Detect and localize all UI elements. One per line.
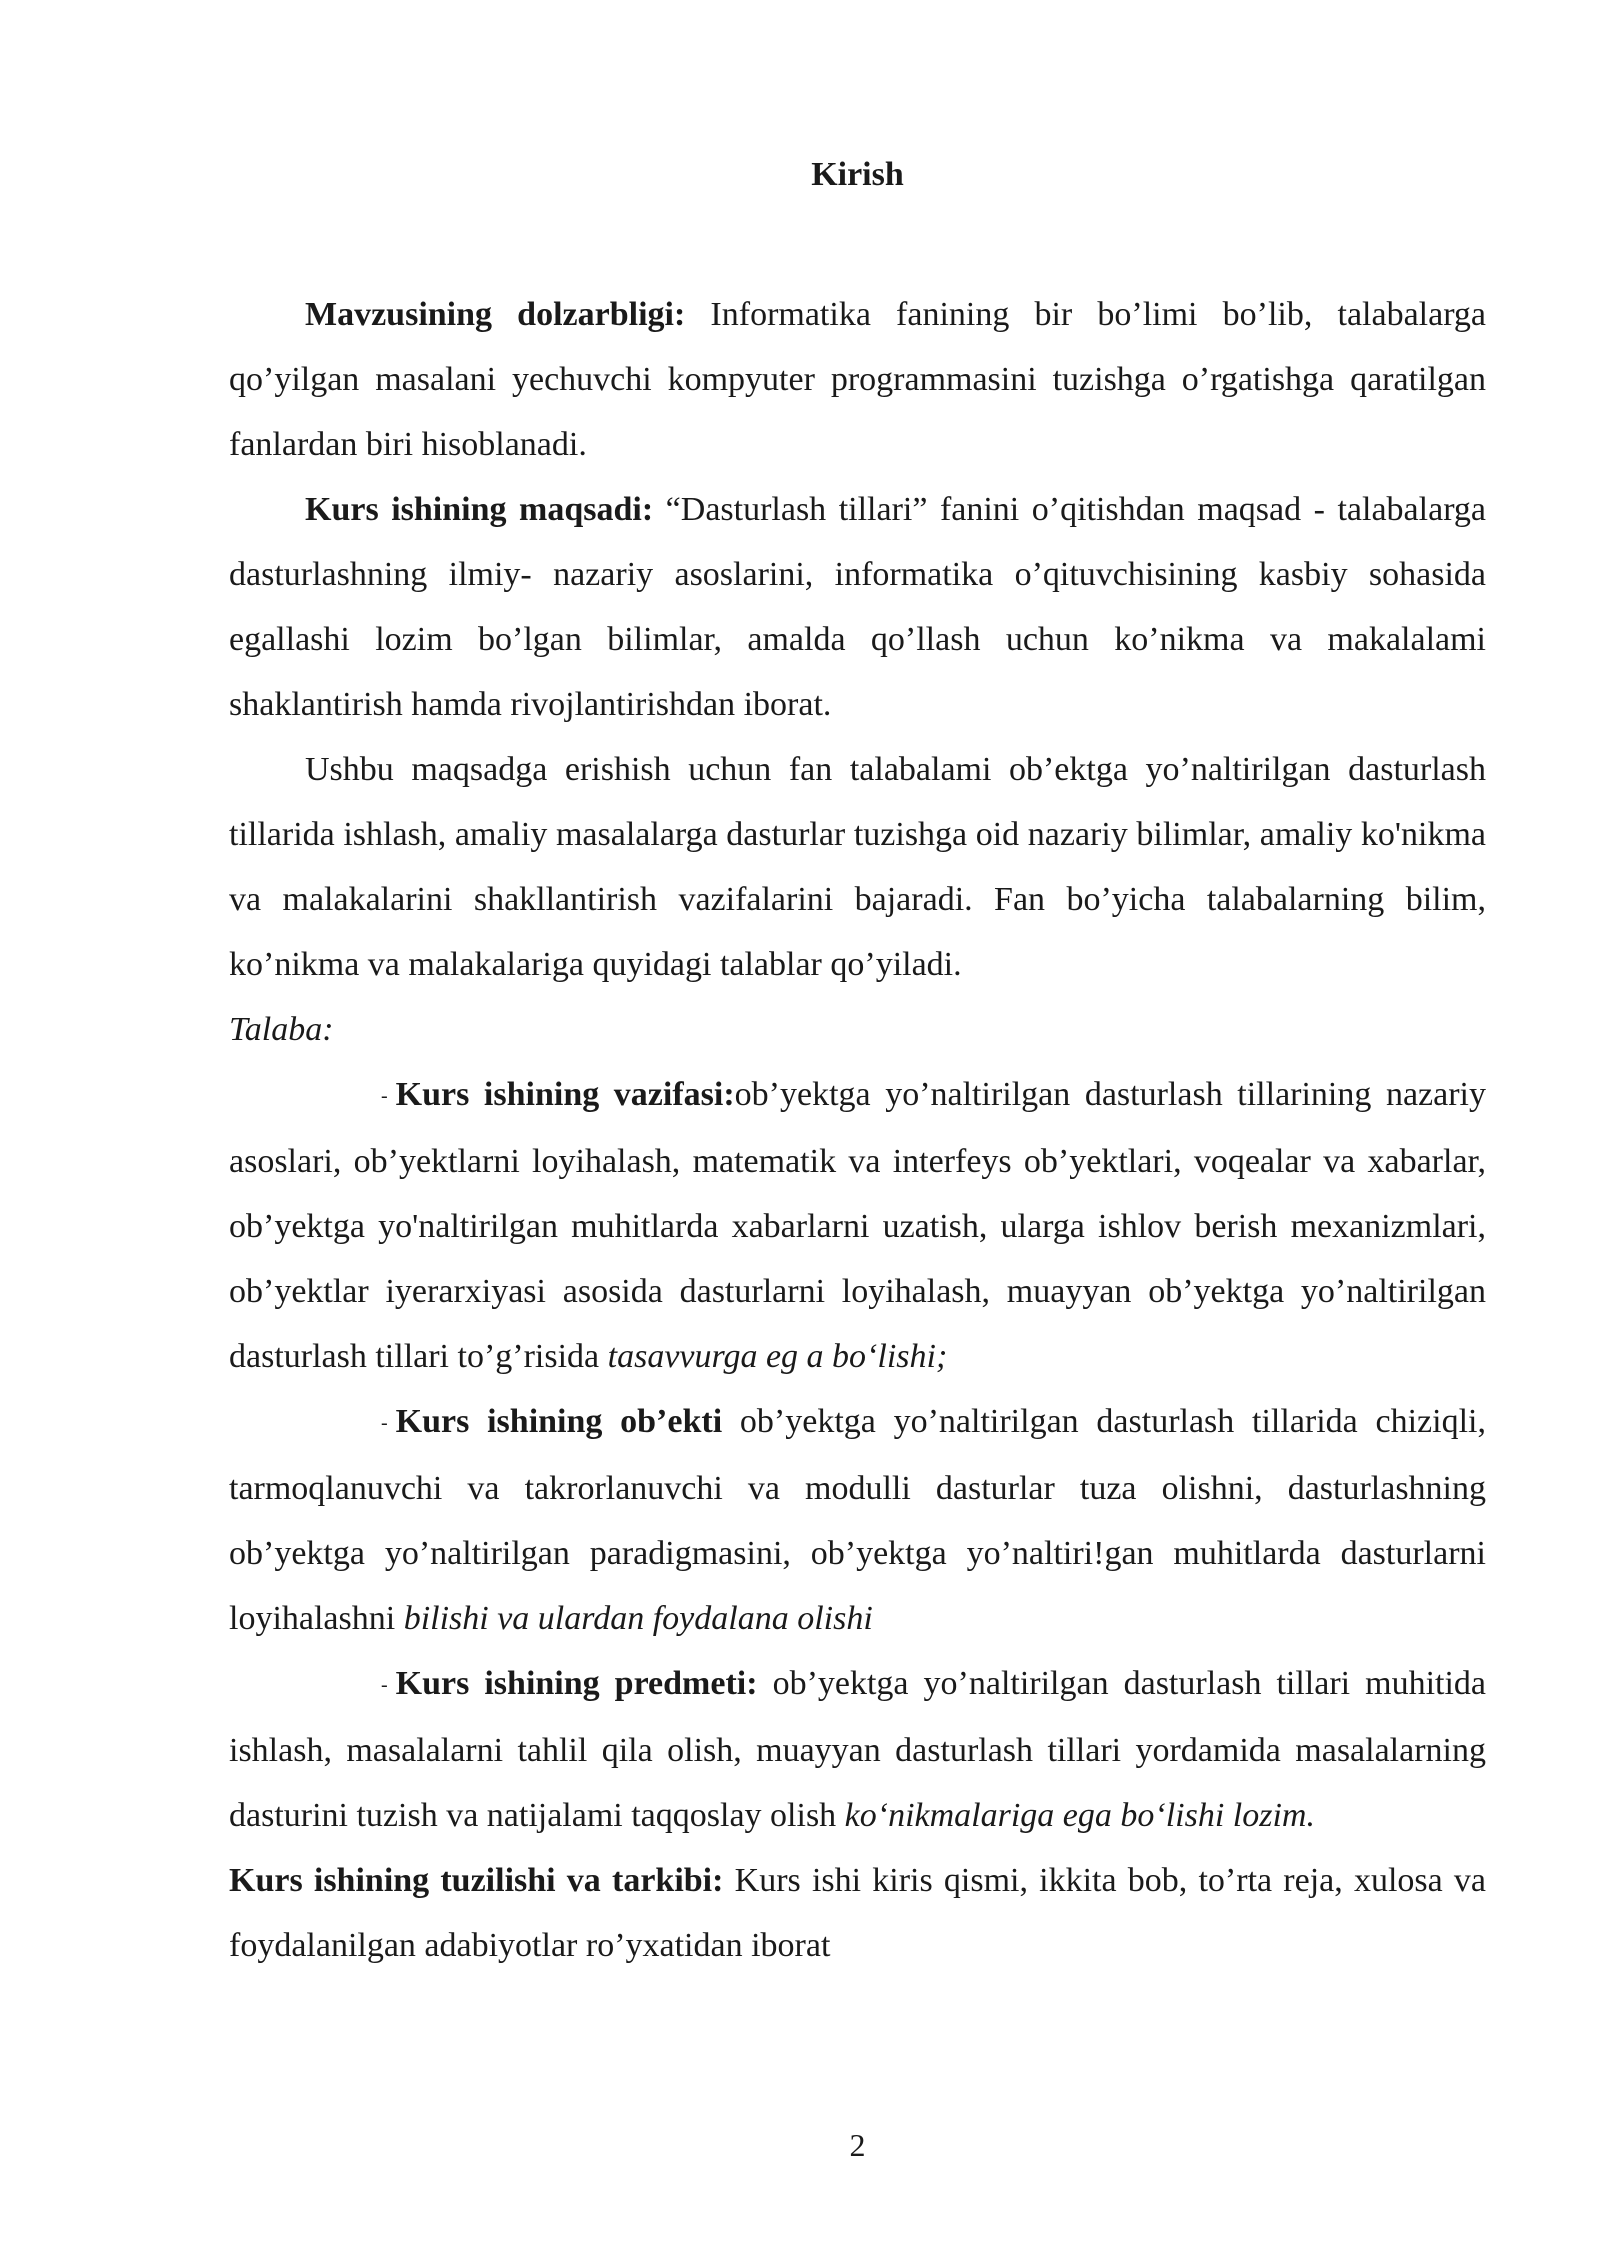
talaba-text: Talaba:	[229, 1011, 334, 1048]
achievement-text: Ushbu maqsadga erishish uchun fan talabalami ob’ektga yo’naltirilgan dasturlash tillarida ishlash, amaliy masalalarga dasturlar tuzishga oid nazariy bilimlar, amaliy ko'nikma va malakalarini shakllantirish vazifalarini bajaradi. Fan bo’yicha talabalarning bilim, ko’nikma va malakalariga quyidagi talablar qo’yiladi.	[229, 751, 1486, 983]
structure-text: Kurs ishi kiris qismi, ikkita bob, to’rta reja, xulosa va foydalanilgan adabiyotlar ro’yxatidan iborat	[229, 1862, 1486, 1964]
document-page	[229, 0, 1486, 2262]
page-title: Kirish	[811, 156, 904, 193]
page-number: 2	[849, 2127, 866, 2163]
talaba-label	[229, 997, 1486, 1062]
object-label: Kurs ishining ob’ekti	[395, 1403, 723, 1440]
paragraph-goal	[229, 477, 1486, 737]
tasks-italic: tasavvurga eg a bo‘lishi;	[607, 1338, 948, 1375]
paragraph-tasks	[229, 1062, 1486, 1389]
dash-marker: -	[381, 1085, 388, 1107]
goal-label: Kurs ishining maqsadi:	[305, 491, 654, 528]
document-body	[229, 282, 1486, 1978]
tasks-label: Kurs ishining vazifasi:	[395, 1076, 735, 1113]
paragraph-achievement	[229, 737, 1486, 997]
tasks-text: ob’yektga yo’naltirilgan dasturlash tillarining nazariy asoslari, ob’yektlarni loyihalash, matematik va interfeys ob’yektlari, voqealar va xabarlar, ob’yektga yo'naltirilgan muhitlarda xabarlarni uzatish, ularga ishlov berish mexanizmlari, ob’yektlar iyerarxiyasi asosida dasturlarni loyihalash, muayyan ob’yektga yo’naltirilgan dasturlash tillari to’g’risida	[229, 1076, 1486, 1375]
relevance-text: Informatika fanining bir bo’limi bo’lib, talabalarga qo’yilgan masalani yechuvchi kompyuter programmasini tuzishga o’rgatishga qaratilgan fanlardan biri hisoblanadi.	[229, 296, 1486, 463]
paragraph-relevance	[229, 282, 1486, 477]
subject-label: Kurs ishining predmeti:	[395, 1665, 758, 1702]
relevance-label: Mavzusining dolzarbligi:	[305, 296, 686, 333]
paragraph-structure	[229, 1848, 1486, 1978]
subject-text: ob’yektga yo’naltirilgan dasturlash tillari muhitida ishlash, masalalarni tahlil qila olish, muayyan dasturlash tillari yordamida masalalarning dasturini tuzish va natijalami taqqoslay olish	[229, 1665, 1486, 1834]
structure-label: Kurs ishining tuzilishi va tarkibi:	[229, 1862, 724, 1899]
goal-text: “Dasturlash tillari” fanini o’qitishdan maqsad - talabalarga dasturlashning ilmiy- nazariy asoslarini, informatika o’qituvchisining kasbiy sohasida egallashi lozim bo’lgan bilimlar, amalda qo’llash uchun ko’nikma va makalalami shaklantirish hamda rivojlantirishdan iborat.	[229, 491, 1486, 723]
dash-marker: -	[381, 1412, 388, 1434]
paragraph-object	[229, 1389, 1486, 1651]
subject-italic: ko‘nikmalariga ega bo‘lishi lozim.	[844, 1797, 1315, 1834]
object-text: ob’yektga yo’naltirilgan dasturlash tillarida chiziqli, tarmoqlanuvchi va takrorlanuvchi va modulli dasturlar tuza olishni, dasturlashning ob’yektga yo’naltirilgan paradigmasini, ob’yektga yo’naltiri!gan muhitlarda dasturlarni loyihalashni	[229, 1403, 1486, 1637]
paragraph-subject	[229, 1651, 1486, 1848]
dash-marker: -	[381, 1674, 388, 1696]
object-italic: bilishi va ulardan foydalana olishi	[403, 1600, 873, 1637]
